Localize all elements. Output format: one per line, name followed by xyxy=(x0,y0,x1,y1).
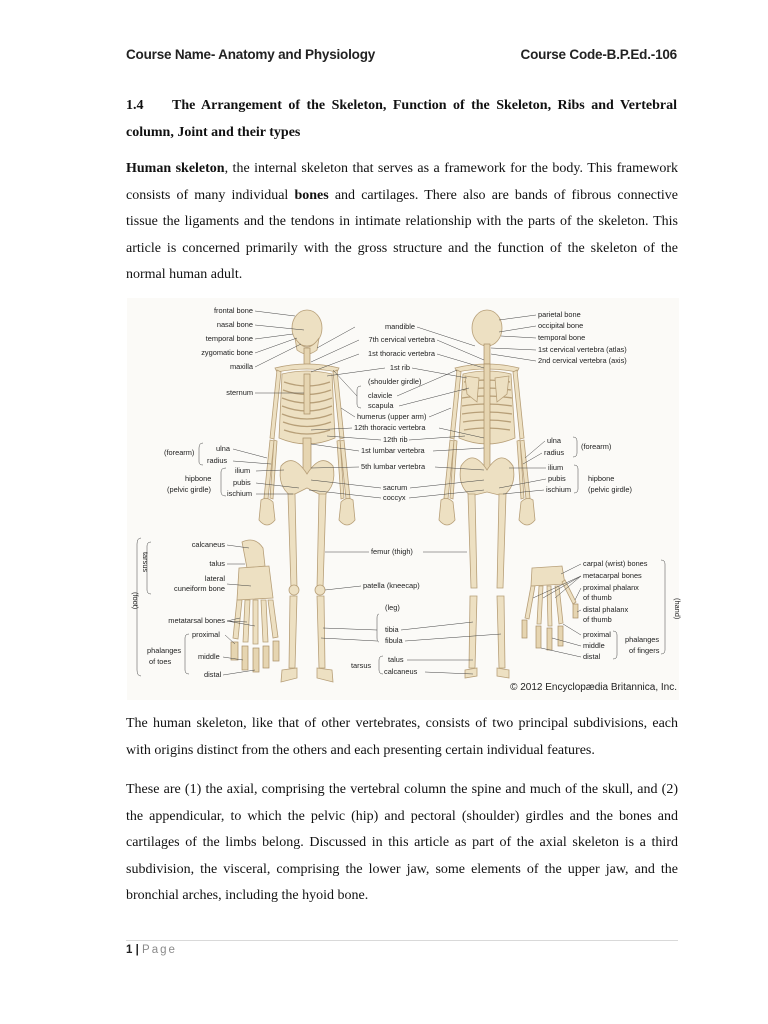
label-ulna-right: ulna xyxy=(547,436,561,445)
label-of-toes: of toes xyxy=(149,657,172,666)
label-5th-lumbar: 5th lumbar vertebra xyxy=(361,462,426,471)
label-occipital-bone: occipital bone xyxy=(538,321,584,330)
subdivisions-paragraph: The human skeleton, like that of other vertebrates, consists of two principal subdivisions, each with origins distinct from the others and each presenting certain individual features. xyxy=(126,716,678,758)
label-scapula: scapula xyxy=(368,401,394,410)
page-label: Page xyxy=(142,944,177,956)
label-temporal-bone-right: temporal bone xyxy=(538,333,586,342)
skeleton-figure xyxy=(127,298,682,700)
label-coccyx: coccyx xyxy=(383,493,406,502)
label-7th-cervical: 7th cervical vertebra xyxy=(368,335,435,344)
label-frontal-bone: frontal bone xyxy=(213,306,253,315)
label-tarsus-foot: tarsus xyxy=(141,552,150,573)
label-pubis-right: pubis xyxy=(548,474,566,483)
intro-paragraph xyxy=(126,156,678,289)
section-title: The Arrangement of the Skeleton, Function of the Skeleton, Ribs and Vertebral column, Joint and their types xyxy=(126,98,677,140)
page-header xyxy=(126,47,677,67)
label-mandible: mandible xyxy=(385,322,415,331)
intro-text-b: and cartilages. There also are bands of fibrous connective tissue the ligaments and the tendons in intimate relationship with the parts of the skeleton. This article is concerned primarily with the gross structure and the function of the skeleton of the normal human adult. xyxy=(126,187,678,283)
label-metacarpal-bones: metacarpal bones xyxy=(583,571,642,580)
label-nasal-bone: nasal bone xyxy=(216,320,253,329)
term-bones: bones xyxy=(294,187,329,203)
label-pelvic-girdle-right: (pelvic girdle) xyxy=(588,485,632,494)
label-ischium-right: ischium xyxy=(546,485,572,494)
label-cuneiform: cuneiform bone xyxy=(174,584,225,593)
figure-copyright: © 2012 Encyclopædia Britannica, Inc. xyxy=(510,682,677,693)
label-shoulder-girdle: (shoulder girdle) xyxy=(368,377,422,386)
footer-separator: | xyxy=(135,944,139,956)
label-zygomatic-bone: zygomatic bone xyxy=(201,348,253,357)
label-clavicle: clavicle xyxy=(368,391,393,400)
label-radius-left: radius xyxy=(207,456,228,465)
label-pelvic-girdle-left: (pelvic girdle) xyxy=(167,485,211,494)
label-carpal-bones: carpal (wrist) bones xyxy=(583,559,648,568)
page-footer xyxy=(126,944,177,956)
label-tibia: tibia xyxy=(385,625,399,634)
label-hand: (hand) xyxy=(673,598,682,620)
label-proximal-finger: proximal xyxy=(583,630,611,639)
footer-divider xyxy=(126,940,678,941)
label-sternum: sternum xyxy=(226,388,253,397)
label-lateral: lateral xyxy=(204,574,225,583)
page-number: 1 xyxy=(126,944,133,956)
course-code: Course Code-B.P.Ed.-106 xyxy=(520,47,677,62)
label-fibula: fibula xyxy=(385,636,403,645)
label-leg: (leg) xyxy=(385,603,400,612)
section-heading xyxy=(126,92,677,146)
label-talus-center: talus xyxy=(388,655,404,664)
label-middle-toe: middle xyxy=(198,652,220,661)
label-of-fingers: of fingers xyxy=(629,646,660,655)
label-metatarsal: metatarsal bones xyxy=(168,616,225,625)
label-talus: talus xyxy=(209,559,225,568)
label-hipbone-left: hipbone xyxy=(185,474,212,483)
label-sacrum: sacrum xyxy=(383,483,408,492)
label-temporal-bone-left: temporal bone xyxy=(205,334,253,343)
label-1st-thoracic: 1st thoracic vertebra xyxy=(368,349,435,358)
label-foot: (foot) xyxy=(131,592,140,610)
label-distal-toe: distal xyxy=(204,670,222,679)
label-distal-finger: distal xyxy=(583,652,601,661)
label-distal-phalanx: distal phalanx xyxy=(583,605,629,614)
label-phalanges-toes: phalanges xyxy=(147,646,182,655)
label-calcaneus: calcaneus xyxy=(191,540,225,549)
label-ilium-left: ilium xyxy=(235,466,251,475)
label-of-thumb-2: of thumb xyxy=(583,615,612,624)
label-parietal-bone: parietal bone xyxy=(538,310,581,319)
label-proximal-phalanx: proximal phalanx xyxy=(583,583,639,592)
section-number: 1.4 xyxy=(126,98,144,113)
intro-text-a: , the internal skeleton that serves as a framework for the body. This framework consists of many individual xyxy=(126,161,679,203)
label-ulna-left: ulna xyxy=(216,444,230,453)
label-middle-finger: middle xyxy=(583,641,605,650)
label-pubis-left: pubis xyxy=(233,478,251,487)
label-atlas: 1st cervical vertebra (atlas) xyxy=(538,345,627,354)
label-proximal-toe: proximal xyxy=(192,630,220,639)
label-hipbone-right: hipbone xyxy=(588,474,615,483)
label-ischium-left: ischium xyxy=(227,489,253,498)
term-human-skeleton: Human skeleton xyxy=(126,161,225,176)
label-forearm-left: (forearm) xyxy=(164,448,195,457)
label-axis: 2nd cervical vertebra (axis) xyxy=(538,356,627,365)
label-forearm-right: (forearm) xyxy=(581,442,612,451)
label-12th-rib: 12th rib xyxy=(383,435,408,444)
label-ilium-right: ilium xyxy=(548,463,564,472)
label-humerus: humerus (upper arm) xyxy=(357,412,427,421)
label-maxilla: maxilla xyxy=(230,362,253,371)
label-1st-lumbar: 1st lumbar vertebra xyxy=(361,446,425,455)
label-12th-thoracic: 12th thoracic vertebra xyxy=(354,423,426,432)
label-of-thumb-1: of thumb xyxy=(583,593,612,602)
skeleton-illustration xyxy=(127,298,682,700)
axial-appendicular-paragraph: These are (1) the axial, comprising the vertebral column the spine and much of the skull, and (2) the appendicular, to which the pelvic (hip) and pectoral (shoulder) girdles and the bones and cartilages of the limbs belong. Discussed in this article as part of the axial skeleton is a third subdivision, the visceral, comprising the lower jaw, some elements of the upper jaw, and the bronchial arches, including the hyoid bone. xyxy=(126,782,678,904)
label-tarsus-center: tarsus xyxy=(351,661,372,670)
label-1st-rib: 1st rib xyxy=(389,363,410,372)
label-radius-right: radius xyxy=(544,448,565,457)
label-femur: femur (thigh) xyxy=(371,547,413,556)
course-name: Course Name- Anatomy and Physiology xyxy=(126,47,376,62)
label-phalanges-fingers: phalanges xyxy=(625,635,660,644)
label-patella: patella (kneecap) xyxy=(363,581,420,590)
label-calcaneus-center: calcaneus xyxy=(384,667,418,676)
